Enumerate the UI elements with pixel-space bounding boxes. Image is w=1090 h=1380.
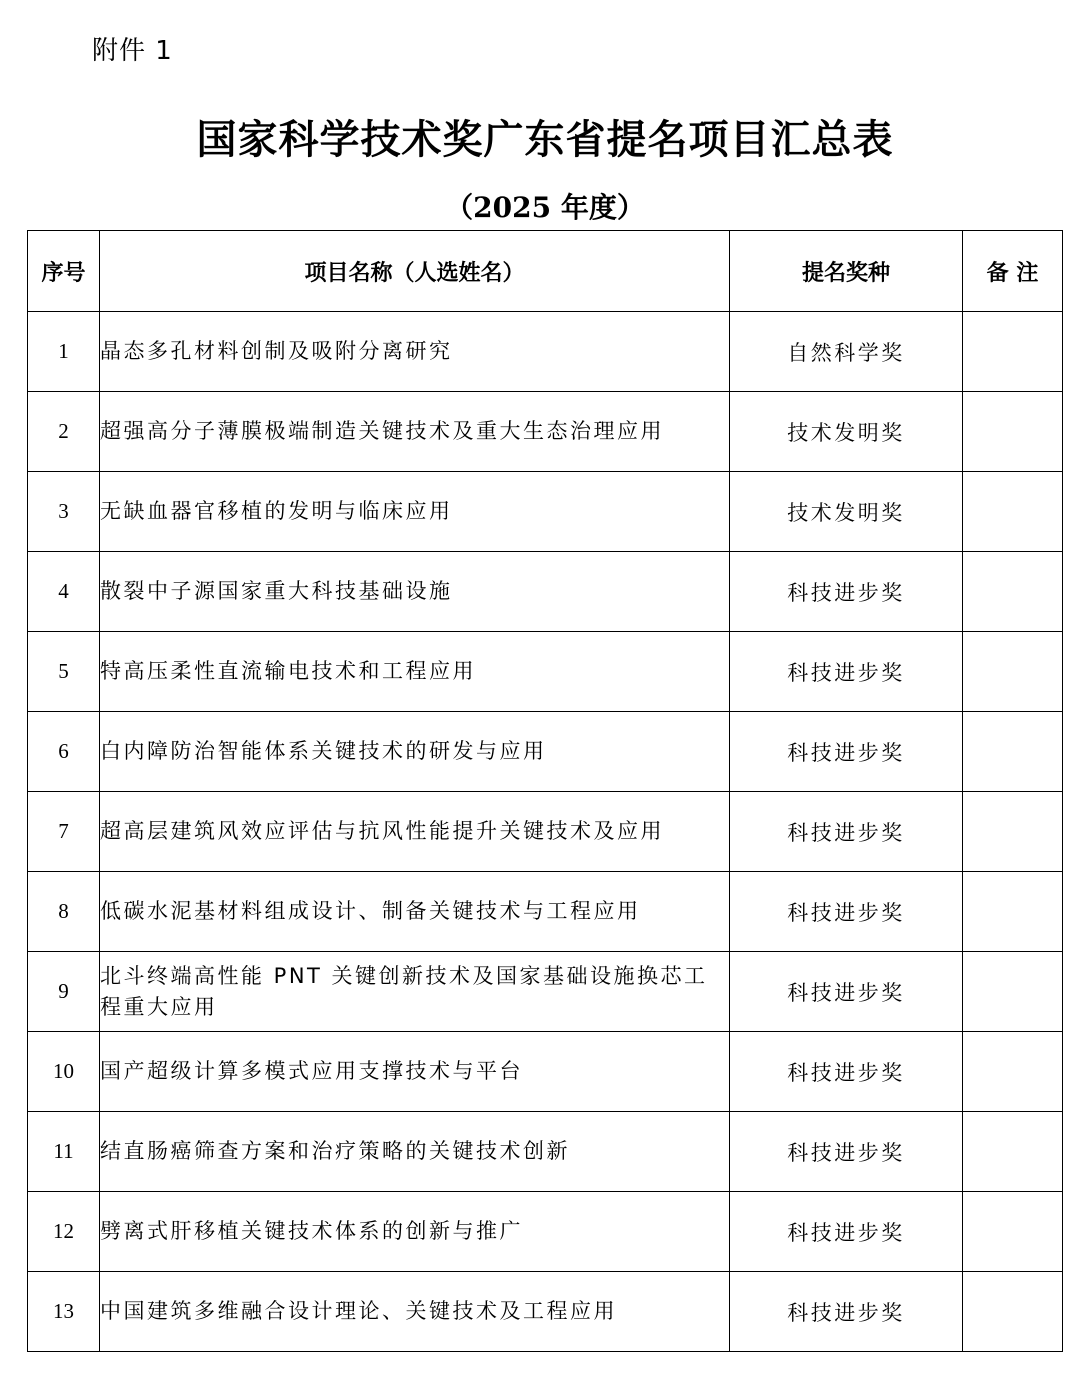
row-remark bbox=[963, 632, 1063, 712]
row-remark bbox=[963, 952, 1063, 1032]
row-project-name: 劈离式肝移植关键技术体系的创新与推广 bbox=[100, 1192, 730, 1272]
row-remark bbox=[963, 392, 1063, 472]
row-award-type: 科技进步奖 bbox=[730, 1112, 963, 1192]
row-no: 9 bbox=[28, 952, 100, 1032]
row-no: 8 bbox=[28, 872, 100, 952]
row-project-name: 结直肠癌筛查方案和治疗策略的关键技术创新 bbox=[100, 1112, 730, 1192]
table-row bbox=[28, 552, 1063, 632]
row-remark bbox=[963, 1192, 1063, 1272]
header-award-type: 提名奖种 bbox=[730, 231, 963, 312]
table-row bbox=[28, 792, 1063, 872]
table-row bbox=[28, 312, 1063, 392]
row-no: 3 bbox=[28, 472, 100, 552]
table-row bbox=[28, 1192, 1063, 1272]
row-no: 4 bbox=[28, 552, 100, 632]
row-project-name: 北斗终端高性能 PNT 关键创新技术及国家基础设施换芯工程重大应用 bbox=[100, 952, 730, 1032]
row-project-name: 散裂中子源国家重大科技基础设施 bbox=[100, 552, 730, 632]
table-body bbox=[28, 312, 1063, 1352]
row-remark bbox=[963, 472, 1063, 552]
row-award-type: 技术发明奖 bbox=[730, 392, 963, 472]
row-remark bbox=[963, 1272, 1063, 1352]
table-row bbox=[28, 472, 1063, 552]
row-remark bbox=[963, 552, 1063, 632]
row-project-name: 低碳水泥基材料组成设计、制备关键技术与工程应用 bbox=[100, 872, 730, 952]
table-row bbox=[28, 712, 1063, 792]
row-no: 12 bbox=[28, 1192, 100, 1272]
attachment-label: 附件 1 bbox=[92, 36, 173, 66]
row-award-type: 科技进步奖 bbox=[730, 792, 963, 872]
row-award-type: 技术发明奖 bbox=[730, 472, 963, 552]
row-project-name: 超强高分子薄膜极端制造关键技术及重大生态治理应用 bbox=[100, 392, 730, 472]
row-remark bbox=[963, 312, 1063, 392]
row-remark bbox=[963, 872, 1063, 952]
row-project-name: 超高层建筑风效应评估与抗风性能提升关键技术及应用 bbox=[100, 792, 730, 872]
row-no: 10 bbox=[28, 1032, 100, 1112]
row-project-name: 晶态多孔材料创制及吸附分离研究 bbox=[100, 312, 730, 392]
row-remark bbox=[963, 792, 1063, 872]
row-award-type: 科技进步奖 bbox=[730, 712, 963, 792]
row-remark bbox=[963, 1112, 1063, 1192]
table-row bbox=[28, 392, 1063, 472]
row-no: 7 bbox=[28, 792, 100, 872]
row-no: 2 bbox=[28, 392, 100, 472]
row-remark bbox=[963, 1032, 1063, 1112]
page-title: 国家科学技术奖广东省提名项目汇总表 bbox=[196, 117, 894, 163]
table-row bbox=[28, 1032, 1063, 1112]
row-award-type: 科技进步奖 bbox=[730, 1192, 963, 1272]
row-project-name: 中国建筑多维融合设计理论、关键技术及工程应用 bbox=[100, 1272, 730, 1352]
row-award-type: 科技进步奖 bbox=[730, 632, 963, 712]
row-award-type: 科技进步奖 bbox=[730, 552, 963, 632]
row-project-name: 无缺血器官移植的发明与临床应用 bbox=[100, 472, 730, 552]
row-project-name: 国产超级计算多模式应用支撑技术与平台 bbox=[100, 1032, 730, 1112]
row-no: 13 bbox=[28, 1272, 100, 1352]
header-project-name: 项目名称（人选姓名） bbox=[100, 231, 730, 312]
row-remark bbox=[963, 712, 1063, 792]
header-remark: 备 注 bbox=[963, 231, 1063, 312]
header-no: 序号 bbox=[28, 231, 100, 312]
table-row bbox=[28, 1272, 1063, 1352]
table-row bbox=[28, 632, 1063, 712]
table-row bbox=[28, 952, 1063, 1032]
table-row bbox=[28, 872, 1063, 952]
row-award-type: 科技进步奖 bbox=[730, 952, 963, 1032]
summary-table bbox=[27, 230, 1063, 1352]
row-award-type: 科技进步奖 bbox=[730, 872, 963, 952]
page-subtitle: （2025 年度） bbox=[445, 191, 645, 224]
table-row bbox=[28, 1112, 1063, 1192]
row-no: 11 bbox=[28, 1112, 100, 1192]
row-no: 1 bbox=[28, 312, 100, 392]
row-project-name: 白内障防治智能体系关键技术的研发与应用 bbox=[100, 712, 730, 792]
row-award-type: 自然科学奖 bbox=[730, 312, 963, 392]
row-award-type: 科技进步奖 bbox=[730, 1032, 963, 1112]
row-project-name: 特高压柔性直流输电技术和工程应用 bbox=[100, 632, 730, 712]
row-no: 5 bbox=[28, 632, 100, 712]
table-header-row bbox=[28, 231, 1063, 312]
row-no: 6 bbox=[28, 712, 100, 792]
row-award-type: 科技进步奖 bbox=[730, 1272, 963, 1352]
